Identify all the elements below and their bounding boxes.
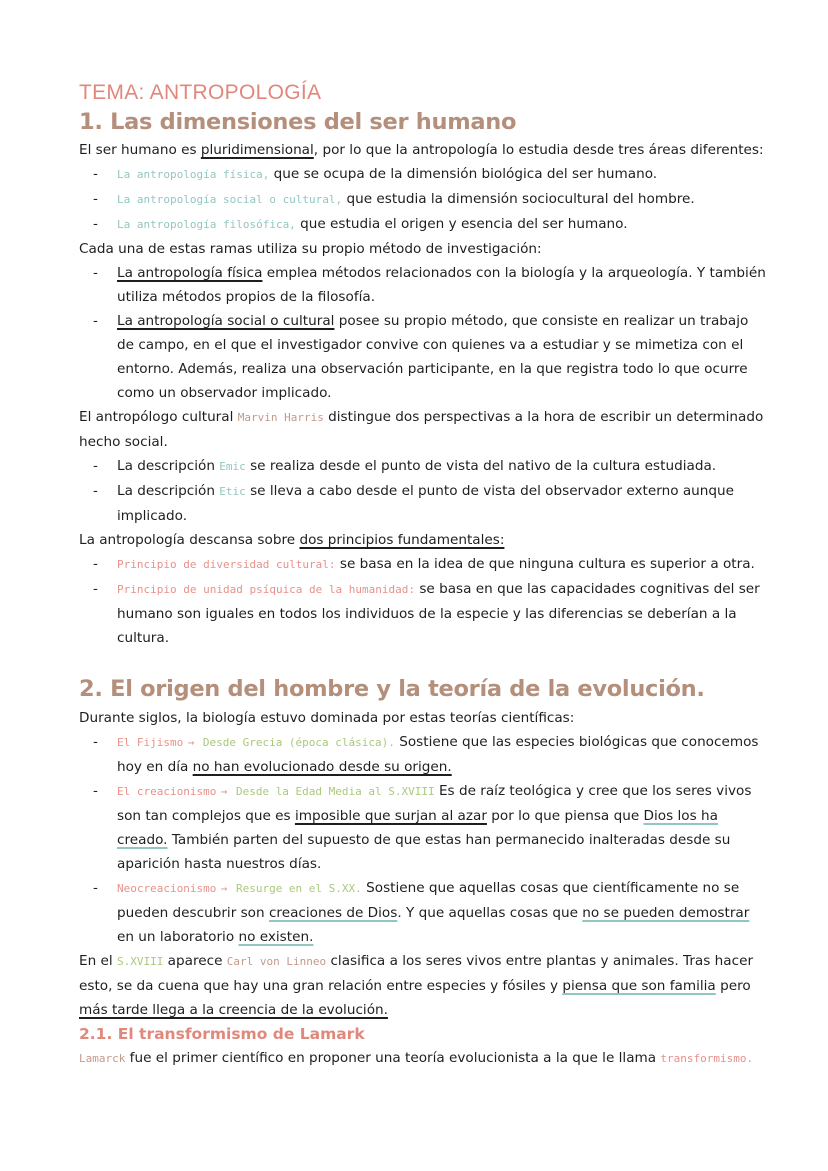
- section-2-heading: 2. El origen del hombre y la teoría de la evolución.: [79, 676, 705, 702]
- lamarck-paragraph: Lamarck fue el primer científico en proponer una teoría evolucionista a la que le llama transformismo.: [79, 1050, 754, 1066]
- person-tag: Carl von Linneo: [226, 955, 327, 968]
- underlined-text: pluridimensional: [200, 142, 314, 158]
- person-tag: Marvin Harris: [237, 411, 324, 424]
- list-item: - La descripción Etic se lleva a cabo desde el punto de vista del observador externo aunque implicado.: [117, 479, 768, 528]
- underlined-text: piensa que son familia: [562, 978, 716, 994]
- topic-title: TEMA: ANTROPOLOGÍA: [79, 81, 322, 104]
- methods-intro: Cada una de estas ramas utiliza su propio método de investigación:: [79, 241, 542, 257]
- areas-list: [79, 162, 768, 237]
- term-tag: Principio de diversidad cultural:: [117, 558, 336, 571]
- underlined-text: dos principios fundamentales:: [299, 532, 505, 548]
- underlined-text: no existen.: [238, 929, 314, 945]
- list-item: - La antropología social o cultural posee su propio método, que consiste en realizar un trabajo de campo, en el que el investigador convive con quienes va a estudiar y se mimetiza con el entorno. Además, realiza una observación participante, en la que registra todo lo que ocurre como un observador implicado.: [117, 309, 768, 405]
- term-tag: Etic: [219, 485, 246, 498]
- list-item: - La antropología física emplea métodos relacionados con la biología y la arqueología. Y también utiliza métodos propios de la filosofía.: [117, 261, 768, 309]
- section-1-intro: El ser humano es pluridimensional, por lo que la antropología lo estudia desde tres áreas diferentes:: [79, 142, 764, 158]
- term-tag: El creacionismo: [117, 785, 217, 798]
- underlined-text: no han evolucionado desde su origen.: [192, 759, 452, 775]
- arrow-icon: →: [220, 785, 228, 798]
- underlined-text: más tarde llega a la creencia de la evolución.: [79, 1002, 388, 1018]
- underlined-text: creaciones de Dios: [268, 905, 398, 921]
- term-tag: La antropología social o cultural,: [117, 193, 343, 206]
- perspectives-list: [79, 454, 768, 528]
- term-tag: Emic: [219, 460, 246, 473]
- list-item: - La descripción Emic se realiza desde el punto de vista del nativo de la cultura estudiada.: [117, 454, 768, 479]
- term-tag: Neocreacionismo: [117, 882, 217, 895]
- list-item: - Principio de diversidad cultural: se basa en la idea de que ninguna cultura es superior a otra.: [117, 552, 768, 577]
- period-tag: Resurge en el S.XX.: [235, 882, 362, 895]
- underlined-text: imposible que surjan al azar: [294, 808, 487, 824]
- person-tag: Lamarck: [79, 1052, 126, 1065]
- list-item: - El Fijismo → Desde Grecia (época clásica). Sostiene que las especies biológicas que conocemos hoy en día no han evolucionado desde su origen.: [117, 730, 768, 779]
- list-item: - Neocreacionismo → Resurge en el S.XX. Sostiene que aquellas cosas que científicamente no se pueden descubrir son creaciones de Dios. Y que aquellas cosas que no se pueden demostrar en un laboratorio no existen.: [117, 876, 768, 949]
- underlined-text: La antropología social o cultural: [117, 313, 335, 329]
- harris-paragraph: El antropólogo cultural Marvin Harris distingue dos perspectivas a la hora de escribir un determinado hecho social.: [79, 409, 764, 450]
- term-tag: La antropología física,: [117, 168, 270, 181]
- underlined-text: Dios los ha creado.: [117, 808, 718, 848]
- term-tag: El Fijismo: [117, 736, 184, 749]
- list-item: - La antropología física, que se ocupa de la dimensión biológica del ser humano.: [117, 162, 768, 187]
- underlined-text: La antropología física: [117, 265, 263, 281]
- methods-list: [79, 261, 768, 405]
- list-item: - Principio de unidad psíquica de la humanidad: se basa en que las capacidades cognitivas del ser humano son iguales en todos los individuos de la especie y las diferencias se deberían a la cultura.: [117, 577, 768, 650]
- list-item: - La antropología filosófica, que estudia el origen y esencia del ser humano.: [117, 212, 768, 237]
- term-tag: transformismo.: [660, 1052, 754, 1065]
- underlined-text: no se pueden demostrar: [582, 905, 750, 921]
- theories-list: [79, 730, 768, 949]
- period-tag: Desde la Edad Media al S.XVIII: [235, 785, 435, 798]
- list-item: - La antropología social o cultural, que estudia la dimensión sociocultural del hombre.: [117, 187, 768, 212]
- arrow-icon: →: [220, 882, 228, 895]
- arrow-icon: →: [187, 736, 195, 749]
- period-tag: Desde Grecia (época clásica).: [202, 736, 395, 749]
- section-2-intro: Durante siglos, la biología estuvo dominada por estas teorías científicas:: [79, 710, 575, 726]
- linneo-paragraph: En el S.XVIII aparece Carl von Linneo clasifica a los seres vivos entre plantas y animales. Tras hacer esto, se da cuena que hay una gran relación entre especies y fósiles y piensa que son familia pero más tarde llega a la creencia de la evolución.: [79, 953, 754, 1018]
- principles-list: [79, 552, 768, 650]
- list-item: - El creacionismo → Desde la Edad Media al S.XVIII Es de raíz teológica y cree que los seres vivos son tan complejos que es imposible que surjan al azar por lo que piensa que Dios los ha creado. También parten del supuesto de que estas han permanecido inalteradas desde su aparición hasta nuestros días.: [117, 779, 768, 876]
- century-tag: S.XVIII: [117, 955, 164, 968]
- principles-intro: La antropología descansa sobre dos principios fundamentales:: [79, 532, 505, 548]
- term-tag: Principio de unidad psíquica de la humanidad:: [117, 583, 416, 596]
- subsection-heading: 2.1. El transformismo de Lamark: [79, 1025, 365, 1043]
- section-1-heading: 1. Las dimensiones del ser humano: [79, 109, 517, 135]
- term-tag: La antropología filosófica,: [117, 218, 296, 231]
